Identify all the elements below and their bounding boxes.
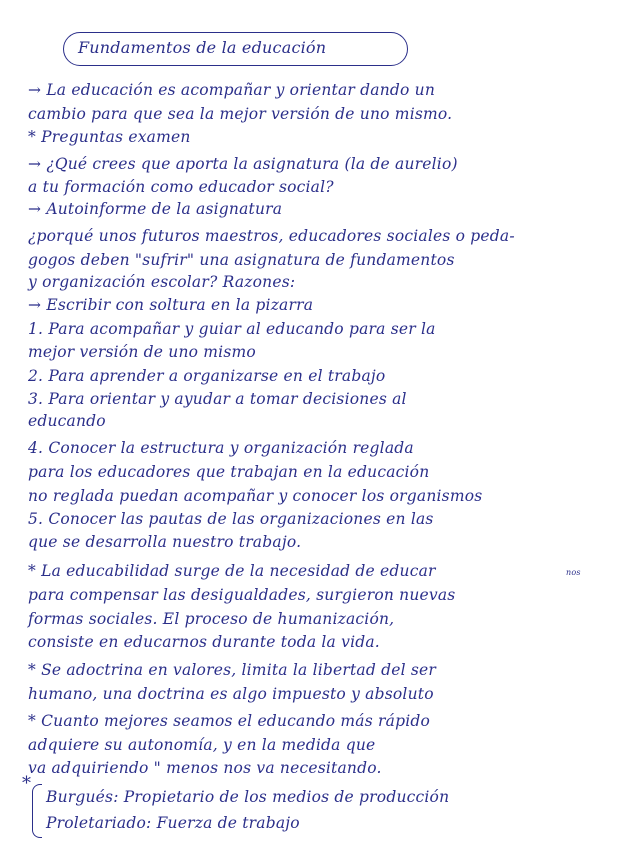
note-line-7: ¿porqué unos futuros maestros, educadores sociales o peda- — [28, 227, 515, 245]
note-line-18: no reglada puedan acompañar y conocer los organismos — [28, 487, 483, 505]
brace-asterisk: * — [22, 773, 32, 794]
note-line-2: cambio para que sea la mejor versión de uno mismo. — [28, 105, 453, 123]
page-title: Fundamentos de la educación — [78, 38, 327, 57]
note-line-9: y organización escolar? Razones: — [28, 273, 296, 291]
note-line-30: Burgués: Propietario de los medios de producción — [46, 788, 450, 806]
note-line-21: * La educabilidad surge de la necesidad de educar — [28, 562, 436, 580]
note-line-29: va adquiriendo " menos nos va necesitando. — [28, 759, 382, 777]
note-line-28: adquiere su autonomía, y en la medida que — [28, 736, 376, 754]
curly-brace — [32, 784, 42, 838]
note-line-11: 1. Para acompañar y guiar al educando para ser la — [28, 320, 436, 338]
note-line-5: a tu formación como educador social? — [28, 178, 334, 196]
note-line-1: → La educación es acompañar y orientar dando un — [28, 81, 436, 99]
note-line-4: → ¿Qué crees que aporta la asignatura (la de aurelio) — [28, 155, 458, 173]
note-line-15: educando — [28, 412, 106, 430]
note-line-14: 3. Para orientar y ayudar a tomar decisiones al — [28, 390, 407, 408]
note-line-31: Proletariado: Fuerza de trabajo — [46, 814, 300, 832]
note-line-26: humano, una doctrina es algo impuesto y absoluto — [28, 685, 434, 703]
note-line-17: para los educadores que trabajan en la educación — [28, 463, 430, 481]
note-line-16: 4. Conocer la estructura y organización reglada — [28, 439, 414, 457]
note-line-13: 2. Para aprender a organizarse en el trabajo — [28, 367, 386, 385]
note-line-10: → Escribir con soltura en la pizarra — [28, 296, 314, 314]
note-line-19: 5. Conocer las pautas de las organizaciones en las — [28, 510, 434, 528]
note-line-27: * Cuanto mejores seamos el educando más rápido — [28, 712, 431, 730]
note-line-22: para compensar las desigualdades, surgieron nuevas — [28, 586, 456, 604]
note-line-12: mejor versión de uno mismo — [28, 343, 256, 361]
note-line-3: * Preguntas examen — [28, 128, 191, 146]
note-line-25: * Se adoctrina en valores, limita la libertad del ser — [28, 661, 437, 679]
note-line-24: consiste en educarnos durante toda la vida. — [28, 633, 380, 651]
note-line-23: formas sociales. El proceso de humanización, — [28, 610, 395, 628]
note-line-20: que se desarrolla nuestro trabajo. — [28, 533, 302, 551]
note-line-8: gogos deben "sufrir" una asignatura de fundamentos — [28, 251, 455, 269]
note-line-6: → Autoinforme de la asignatura — [28, 200, 283, 218]
superscript-nos: nos — [566, 568, 581, 577]
